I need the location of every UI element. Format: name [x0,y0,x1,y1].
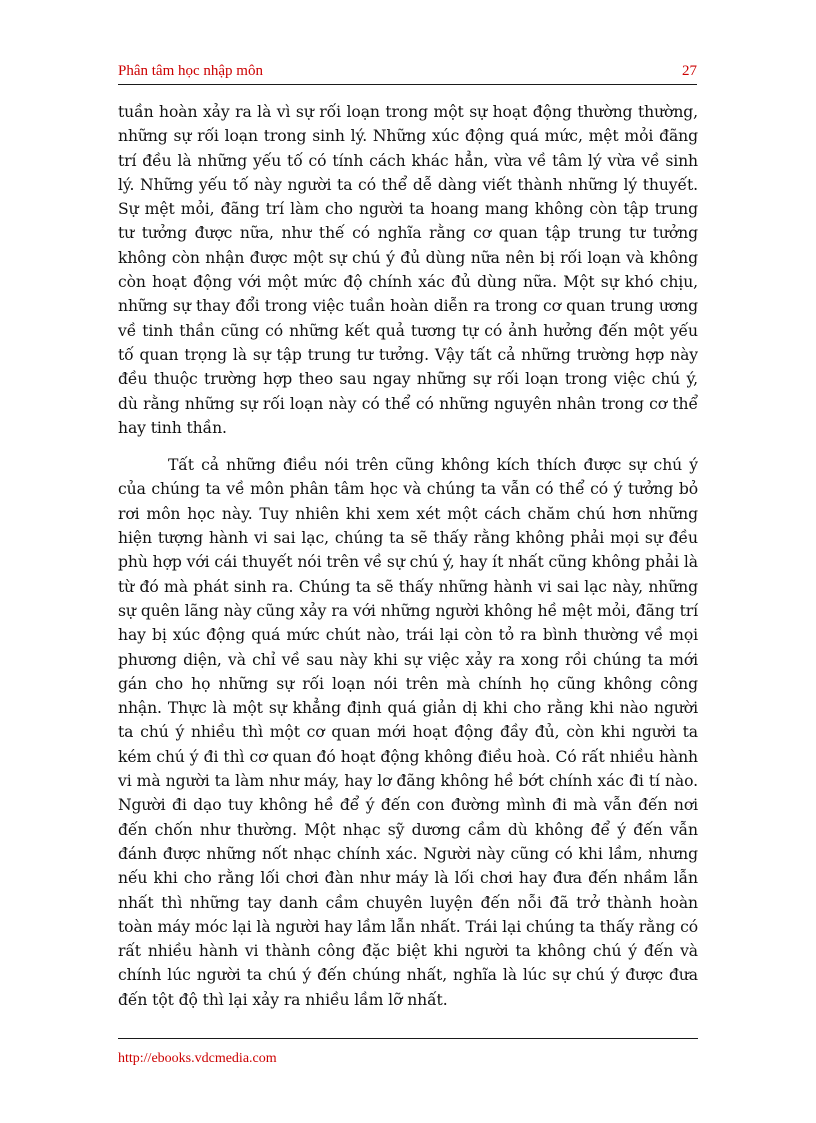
source-link[interactable]: http://ebooks.vdcmedia.com [118,1051,277,1066]
paragraph-1: tuần hoàn xảy ra là vì sự rối loạn trong một sự hoạt động thường thường, những sự rối loạn trong sinh lý. Những xúc động quá mức, mệt mỏi đãng trí đều là những yếu tố có tính cách khác hẳn, vừa về tâm lý vừa về sinh lý. Những yếu tố này người ta có thể dễ dàng viết thành những lý thuyết. Sự mệt mỏi, đãng trí làm cho người ta hoang mang không còn tập trung tư tưởng được nữa, như thế có nghĩa rằng cơ quan tập trung tư tưởng không còn nhận được một sự chú ý đủ dùng nữa nên bị rối loạn và không còn hoạt động với một mức độ chính xác đủ dùng nữa. Một sự khó chịu, những sự thay đổi trong việc tuần hoàn diễn ra trong cơ quan trung ương về tinh thần cũng có những kết quả tương tự có ảnh hưởng đến một yếu tố quan trọng là sự tập trung tư tưởng. Vậy tất cả những trường hợp này đều thuộc trường hợp theo sau ngay những sự rối loạn trong việc chú ý, dù rằng những sự rối loạn này có thể có những nguyên nhân trong cơ thể hay tinh thần. [118,103,698,437]
page-number: 27 [682,63,697,79]
page-header [118,62,697,85]
paragraph-2: Tất cả những điều nói trên cũng không kích thích được sự chú ý của chúng ta về môn phân tâm học và chúng ta vẫn có thể có ý tưởng bỏ rơi môn học này. Tuy nhiên khi xem xét một cách chăm chú hơn những hiện tượng hành vi sai lạc, chúng ta sẽ thấy rằng không phải mọi sự đều phù hợp với cái thuyết nói trên về sự chú ý, hay ít nhất cũng không phải là từ đó mà phát sinh ra. Chúng ta sẽ thấy những hành vi sai lạc này, những sự quên lãng này cũng xảy ra với những người không hề mệt mỏi, đãng trí hay bị xúc động quá mức chút nào, trái lại còn tỏ ra bình thường về mọi phương diện, và chỉ về sau này khi sự việc xảy ra xong rồi chúng ta mới gán cho họ những sự rối loạn nói trên mà chính họ cũng không công nhận. Thực là một sự khẳng định quá giản dị khi cho rằng khi nào người ta chú ý nhiều thì một cơ quan mới hoạt động đầy đủ, còn khi người ta kém chú ý đi thì cơ quan đó hoạt động không điều hoà. Có rất nhiều hành vi mà người ta làm như máy, hay lơ đãng không hề bớt chính xác đi tí nào. Người đi dạo tuy không hề để ý đến con đường mình đi mà vẫn đến nơi đến chốn như thường. Một nhạc sỹ dương cầm dù không để ý đến vẫn đánh được những nốt nhạc chính xác. Người này cũng có khi lầm, nhưng nếu khi cho rằng lối chơi đàn như máy là lối chơi hay đưa đến nhầm lẫn nhất thì những tay danh cầm chuyên luyện đến nỗi đã trở thành hoàn toàn máy móc lại là người hay lầm lẫn nhất. Trái lại chúng ta thấy rằng có rất nhiều hành vi thành công đặc biệt khi người ta không chú ý đến và chính lúc người ta chú ý đến chúng nhất, nghĩa là lúc sự chú ý được đưa đến tột độ thì lại xảy ra nhiều lầm lỡ nhất. [118,456,698,1009]
page-footer [118,1038,698,1067]
book-title: Phân tâm học nhập môn [118,63,263,79]
page-body [118,100,698,1012]
